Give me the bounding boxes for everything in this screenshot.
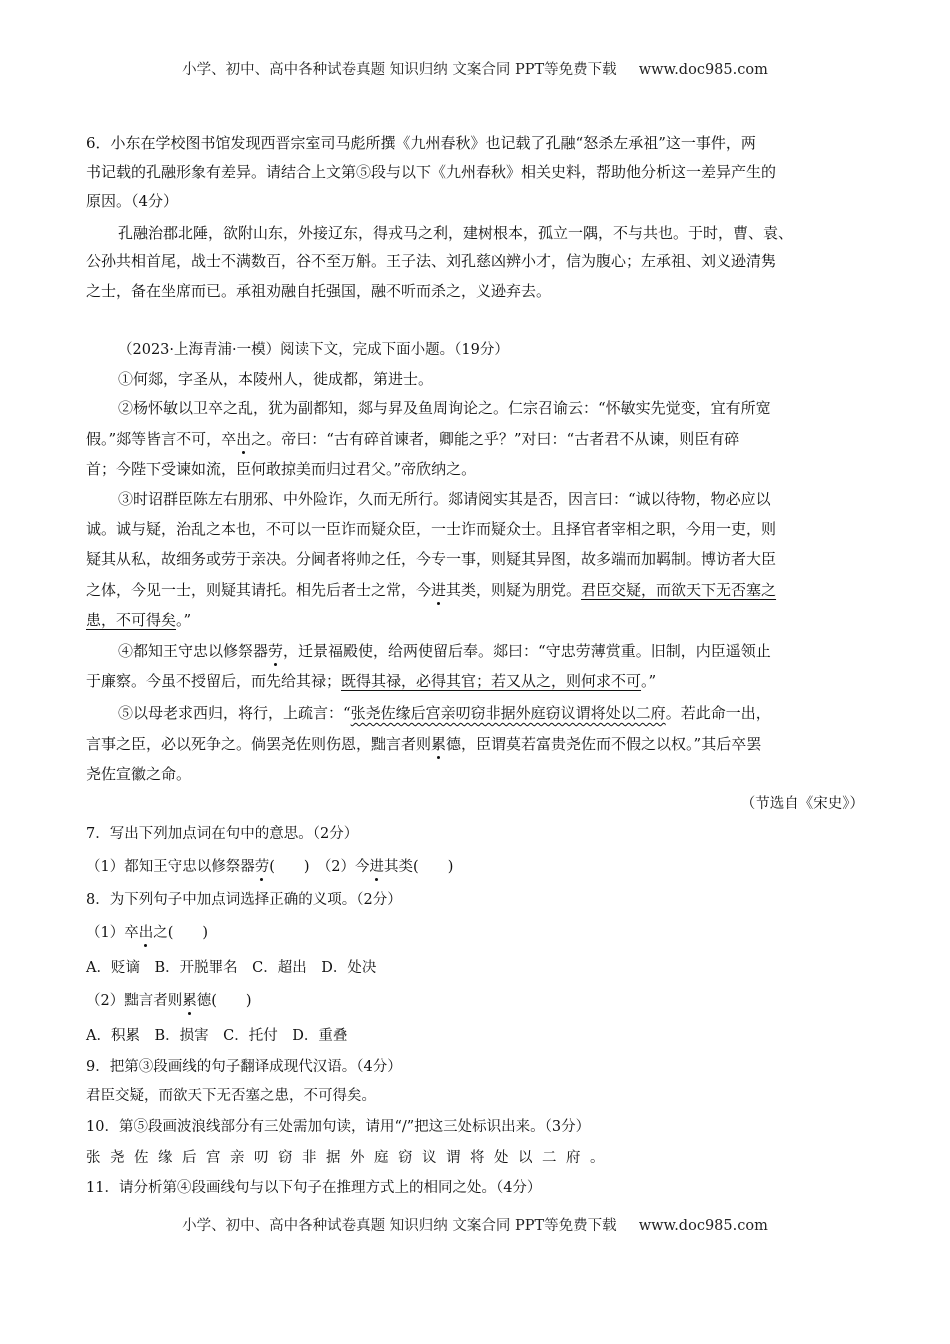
footer-text: 小学、初中、高中各种试卷真题 知识归纳 文案合同 PPT等免费下载 [182, 1218, 617, 1234]
q6-source-line-2: 公孙共相首尾，战士不满数百，谷不至万斛。王子法、刘孔慈凶辨小才，信为腹心；左承祖、刘义逊清隽 [86, 252, 777, 270]
passage-source: （节选自《宋史》） [740, 796, 864, 812]
passage-para-3-line-1: ③时诏群臣陈左右朋邪、中外险诈，久而无所行。郯请阅实其是否，因言曰：“诚以待物，物必应以 [118, 490, 771, 508]
q8-answer-blank-2[interactable]: 德( ) [196, 993, 252, 1009]
q6-line-3: 原因。（4分） [86, 192, 179, 210]
q8-dotted-word-1: 出 [139, 921, 154, 942]
passage-para-5-line-3: 尧佐宣徽之命。 [86, 765, 192, 783]
header-text: 小学、初中、高中各种试卷真题 知识归纳 文案合同 PPT等免费下载 [182, 62, 617, 78]
dotted-word-lei: 累 [431, 735, 447, 753]
passage-para-3-line-5: 患，不可得矣。” [86, 611, 192, 629]
passage-para-1: ①何郯，字圣从，本陵州人，徙成都，第进士。 [118, 370, 434, 388]
q6-source-line-1: 孔融治郡北陲，欲附山东，外接辽东，得戎马之利，建树根本，孤立一隅，不与共也。于时，曹、袁、 [118, 224, 794, 242]
q10-stem: 10．第⑤段画波浪线部分有三处需加句读，请用“/”把这三处标识出来。（3分） [86, 1119, 591, 1135]
header-url[interactable]: www.doc985.com [638, 62, 768, 78]
passage-para-2-line-3: 首；今陛下受谏如流，臣何敢掠美而归过君父。”帝欣纳之。 [86, 460, 477, 478]
q8-answer-blank-1[interactable]: 之( ) [153, 925, 209, 941]
passage-para-3-line-4: 之体，今见一士，则疑其请托。相先后者士之常，今进其类，则疑为朋党。君臣交疑，而欲天下无否塞之 [86, 581, 777, 599]
underlined-sentence-para-4: 既得其禄，必得其官；若又从之，则何求不可 [341, 672, 642, 690]
passage-para-3-line-2: 诚。诚与疑，治乱之本也，不可以一臣诈而疑众臣，一士诈而疑众士。且择官者宰相之职，今用一吏，则 [86, 520, 777, 538]
q6-line-1: 6．小东在学校图书馆发现西晋宗室司马彪所撰《九州春秋》也记载了孔融“怒杀左承祖”这一事件，两 [86, 134, 756, 152]
q7-answer-blank-2[interactable]: 其类( ) [384, 859, 454, 875]
q11-stem: 11．请分析第④段画线句与以下句子在推理方式上的相同之处。（4分） [86, 1180, 542, 1196]
passage-para-2-line-2: 假。”郯等皆言不可，卒出之。帝曰：“古有碎首谏者，卿能之乎？”对曰：“古者君不从谏，则臣有碎 [86, 430, 740, 448]
q7-dotted-word-2: 进 [370, 855, 385, 876]
q9-stem: 9．把第③段画线的句子翻译成现代汉语。（4分） [86, 1059, 402, 1075]
passage-para-3-line-3: 疑其从私，故细务或劳于亲决。分阃者将帅之任，今专一事，则疑其异图，故多端而加羁制。博访者大臣 [86, 550, 777, 568]
passage-para-2-line-1: ②杨怀敏以卫卒之乱，犹为副都知，郯与昇及鱼周询论之。仁宗召谕云：“怀敏实先觉变，宜有所宽 [118, 399, 771, 417]
dotted-word-jin: 进 [431, 581, 447, 599]
footer-url[interactable]: www.doc985.com [638, 1218, 768, 1234]
q8-dotted-word-2: 累 [182, 989, 197, 1010]
page-header [0, 58, 950, 79]
q10-sentence: 张尧佐缘后宫亲叨窃非据外庭窃议谓将处以二府。 [86, 1150, 614, 1166]
page-footer [0, 1214, 950, 1235]
q7-dotted-word-1: 劳 [255, 855, 270, 876]
passage-para-5-line-1: ⑤以母老求西归，将行，上疏言：“张尧佐缘后宫亲叨窃非据外庭窃议谓将处以二府。若此命一出， [118, 704, 771, 722]
passage-para-4-line-2: 于廉察。今虽不授留后，而先给其禄；既得其禄，必得其官；若又从之，则何求不可。” [86, 672, 657, 690]
q7-stem: 7．写出下列加点词在句中的意思。（2分） [86, 826, 359, 842]
q8-item-2: （2）黜言者则累德( ) [86, 989, 252, 1010]
q8-options-1: A．贬谪 B．开脱罪名 C．超出 D．处决 [86, 960, 377, 976]
passage-para-5-line-2: 言事之臣，必以死争之。倘罢尧佐则伤恩，黜言者则累德，臣谓莫若富贵尧佐而不假之以权。”其后卒罢 [86, 735, 762, 753]
q8-options-2: A．积累 B．损害 C．托付 D．重叠 [86, 1028, 348, 1044]
passage-intro: （2023·上海青浦·一模）阅读下文，完成下面小题。（19分） [118, 342, 509, 358]
q7-answer-blank-1[interactable]: ( ) [269, 859, 310, 875]
q8-item-1: （1）卒出之( ) [86, 921, 208, 942]
q6-source-line-3: 之士，备在坐席而已。承祖劝融自托强国，融不听而杀之，义逊弃去。 [86, 282, 552, 300]
passage-para-4-line-1: ④都知王守忠以修祭器劳，迁景福殿使，给两使留后奉。郯曰：“守忠劳薄赏重。旧制，内臣遥领止 [118, 642, 771, 660]
dotted-word-chu: 出 [236, 430, 252, 448]
dotted-word-lao: 劳 [268, 642, 284, 660]
q8-stem: 8．为下列句子中加点词选择正确的义项。（2分） [86, 892, 402, 908]
wavy-underlined-sentence: 张尧佐缘后宫亲叨窃非据外庭窃议谓将处以二府 [350, 704, 666, 722]
underlined-sentence-part-1: 君臣交疑，而欲天下无否塞之 [581, 581, 777, 599]
q9-sentence: 君臣交疑，而欲天下无否塞之患，不可得矣。 [86, 1088, 376, 1104]
underlined-sentence-part-2: 患，不可得矣 [86, 611, 177, 629]
q7-items: （1）都知王守忠以修祭器劳( ) （2）今进其类( ) [86, 855, 453, 876]
q6-line-2: 书记载的孔融形象有差异。请结合上文第⑤段与以下《九州春秋》相关史料，帮助他分析这一差异产生的 [86, 163, 777, 181]
